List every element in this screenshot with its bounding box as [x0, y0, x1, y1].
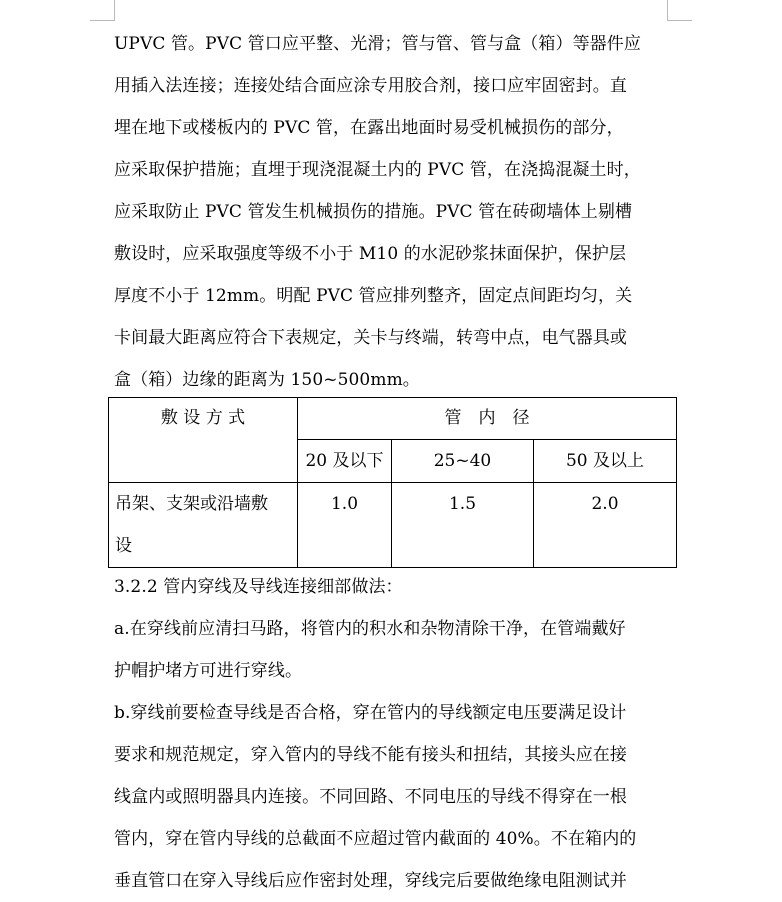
text-line: a.在穿线前应清扫马路，将管内的积水和杂物清除干净，在管端戴好	[114, 619, 626, 639]
value-cell	[298, 483, 392, 568]
text-line: 护帽护堵方可进行穿线。	[114, 661, 303, 681]
method-text-line: 吊架、支架或沿墙敷	[115, 494, 268, 514]
table-header-row	[109, 398, 677, 440]
value-text: 1.0	[330, 494, 359, 514]
spacing-table	[108, 397, 677, 568]
header-diameter-label: 管 内 径	[444, 408, 530, 428]
header-diameter-cell	[298, 398, 677, 440]
text-line: b.穿线前要检查导线是否合格，穿在管内的导线额定电压要满足设计	[114, 703, 627, 723]
value-cell	[534, 483, 677, 568]
subheader-cell	[392, 440, 534, 483]
subheader-cell	[298, 440, 392, 483]
text-line: 卡间最大距离应符合下表规定，关卡与终端，转弯中点，电气器具或	[114, 328, 627, 348]
value-text: 1.5	[448, 494, 477, 514]
corner-mark-right-horizontal	[667, 20, 692, 21]
text-line: 埋在地下或楼板内的 PVC 管，在露出地面时易受机械损伤的部分，	[114, 118, 624, 138]
corner-mark-left-horizontal	[90, 20, 115, 21]
section-heading: 3.2.2 管内穿线及导线连接细部做法：	[114, 577, 403, 597]
text-line: 线盒内或照明器具内连接。不同回路、不同电压的导线不得穿在一根	[114, 787, 627, 807]
header-method-cell	[109, 398, 298, 483]
value-cell	[392, 483, 534, 568]
corner-mark-right-vertical	[667, 0, 668, 20]
body-paragraph	[114, 23, 674, 401]
subheader-label: 25~40	[433, 451, 492, 471]
text-line: 盒（箱）边缘的距离为 150~500mm。	[114, 370, 420, 390]
text-line: 厚度不小于 12mm。明配 PVC 管应排列整齐，固定点间距均匀，关	[114, 286, 633, 306]
method-text-line: 设	[115, 536, 132, 556]
text-line: 垂直管口在穿入导线后应作密封处理，穿线完后要做绝缘电阻测试并	[114, 871, 627, 891]
subheader-label: 20 及以下	[305, 451, 384, 471]
text-line: 管内，穿在管内导线的总截面不应超过管内截面的 40%。不在箱内的	[114, 829, 637, 849]
text-line: 应采取防止 PVC 管发生机械损伤的措施。PVC 管在砖砌墙体上剔槽	[114, 202, 633, 222]
text-line: 用插入法连接；连接处结合面应涂专用胶合剂，接口应牢固密封。直	[114, 76, 627, 96]
corner-mark-left-vertical	[114, 0, 115, 20]
section-body	[114, 566, 674, 902]
text-line: 要求和规范规定，穿入管内的导线不能有接头和扭结，其接头应在接	[114, 745, 627, 765]
text-line: 敷设时，应采取强度等级不小于 M10 的水泥砂浆抹面保护，保护层	[114, 244, 627, 264]
subheader-label: 50 及以上	[565, 451, 645, 471]
text-line: 应采取保护措施；直埋于现浇混凝土内的 PVC 管，在浇捣混凝土时，	[114, 160, 641, 180]
header-method-label: 敷 设 方 式	[160, 408, 246, 428]
text-line: UPVC 管。PVC 管口应平整、光滑；管与管、管与盒（箱）等器件应	[114, 34, 641, 54]
table-row	[109, 483, 677, 568]
method-cell	[109, 483, 298, 568]
subheader-cell	[534, 440, 677, 483]
value-text: 2.0	[591, 494, 619, 514]
